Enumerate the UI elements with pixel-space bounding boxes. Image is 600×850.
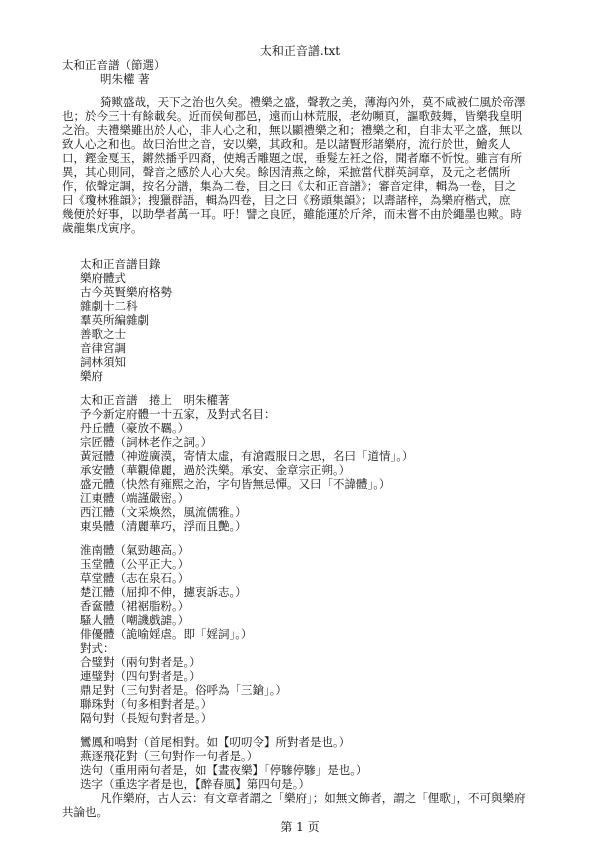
text-line: 鸞鳳和鳴對（首尾相對。如【叨叨令】所對者是也。） — [80, 735, 351, 749]
text-line: 作，依聲定調，按名分譜，集為二卷，目之曰《太和正音譜》；審音定律，輯為一卷，目之 — [62, 179, 517, 193]
text-line: 江東體（端謹嚴密。） — [80, 491, 190, 505]
document-filename-header: 太和正音譜.txt — [259, 44, 341, 58]
text-line: 樂府 — [80, 369, 103, 383]
text-line: 太和正音譜目錄 — [80, 257, 161, 271]
text-line: 東吳體（清麗華巧，浮而且艷。） — [80, 519, 247, 533]
text-line: 樂府體式 — [80, 271, 126, 285]
text-line: 也；於今三十有餘載矣。近而侯甸郡邑，遠而山林荒服，老幼嚬頁，謳歌鼓舞，皆樂我皇明 — [62, 109, 522, 123]
text-line: 幾便於好事，以助學者萬一耳。吁！譬之良匠，雖能運於斤斧，而未嘗不由於繩墨也歟。時 — [62, 207, 522, 221]
text-line: 羣英所編雜劇 — [80, 313, 149, 327]
text-line: 隔句對（長短句對者是。） — [80, 711, 213, 725]
text-line: 草堂體（志在泉石。） — [80, 571, 190, 585]
text-line: 淮南體（氣勁趣高。） — [80, 543, 190, 557]
text-line: 對式： — [80, 641, 115, 655]
text-line: 雜劇十二科 — [80, 299, 138, 313]
text-line: 宗匠體（詞林老作之詞。） — [80, 435, 213, 449]
text-line: 凡作樂府，古人云：有文章者謂之「樂府」；如無文飾者，謂之「俚歌」，不可與樂府 — [100, 791, 526, 805]
text-line: 西江體（文采煥然，風流儒雅。） — [80, 505, 247, 519]
text-line: 善歌之士 — [80, 327, 126, 341]
text-line: 承安體（華觀偉麗，過於泆樂。承安、金章宗正朔。） — [80, 463, 351, 477]
text-line: 音律宮調 — [80, 341, 126, 355]
text-line: 口，鏗金戛玉，鏘然播乎四裔，使鴂舌雕題之氓，垂髮左衽之俗，聞者靡不忻悅。雖言有所 — [62, 151, 522, 165]
text-line: 楚江體（屈抑不伸，攄衷訴志。） — [80, 585, 247, 599]
text-line: 迭句（重用兩句者是，如【晝夜樂】「停驂停驂」是也。） — [80, 763, 368, 777]
text-line: 盛元體（快然有雍熙之治，字句皆無忌憚。又曰「不諱體」。） — [80, 477, 391, 491]
text-line: 騷人體（嘲譏戲謔。） — [80, 613, 190, 627]
text-line: 太和正音譜 捲上 明朱權著 — [80, 393, 230, 407]
text-line: 予今新定府體一十五家，及對式名目： — [80, 407, 276, 421]
text-line: 曰《瓊林雅韻》；搜獵群語，輯為四卷，目之曰《務頭集韻》；以壽諸梓，為樂府楷式，庶 — [62, 193, 511, 207]
text-line: 玉堂體（公平正大。） — [80, 557, 190, 571]
page-number-footer: 第 1 页 — [280, 820, 320, 834]
text-line: 聯珠對（句多相對者是。） — [80, 697, 213, 711]
text-line: 之治。夫禮樂雖出於人心，非人心之和，無以顯禮樂之和；禮樂之和，自非太平之盛，無以 — [62, 123, 522, 137]
text-line: 致人心之和也。故曰治世之音，安以樂，其政和。是以諸賢形諸樂府，流行於世，鱠炙人 — [62, 137, 511, 151]
text-line: 迭字（重迭字者是也，【醉春風】第四句是。） — [80, 777, 310, 791]
text-line: 黃冠體（神遊廣漠，寄情太虛，有滄霞服日之思，名曰「道情」。） — [80, 449, 414, 463]
text-line: 太和正音譜（節選） — [62, 58, 166, 72]
text-line: 鼎足對（三句對者是。俗呼為「三鎗」。） — [80, 683, 287, 697]
text-line: 異，其心則同，聲音之感於人心大矣。餘因清燕之餘，采摭當代群英詞章，及元之老儒所 — [62, 165, 511, 179]
text-line: 猗歟盛哉，天下之治也久矣。禮樂之盛，聲教之美，薄海內外，莫不咸被仁風於帝澤 — [100, 95, 526, 109]
text-line: 燕逐飛花對（三句對作一句者是。） — [80, 749, 259, 763]
text-line: 丹丘體（豪放不羈。） — [80, 421, 190, 435]
text-line: 古今英賢樂府格勢 — [80, 285, 172, 299]
text-line: 詞林須知 — [80, 355, 126, 369]
text-line: 合璧對（兩句對者是。） — [80, 655, 201, 669]
text-line: 香奩體（裙裾脂粉。） — [80, 599, 190, 613]
text-line: 俳優體（詭喻婬虐。即「婬詞」。） — [80, 627, 253, 641]
text-line: 明朱權 著 — [100, 72, 150, 86]
text-line: 共論也。 — [62, 805, 108, 819]
text-line: 連璧對（四句對者是。） — [80, 669, 201, 683]
text-line: 歲龍集戊寅序。 — [62, 221, 143, 235]
